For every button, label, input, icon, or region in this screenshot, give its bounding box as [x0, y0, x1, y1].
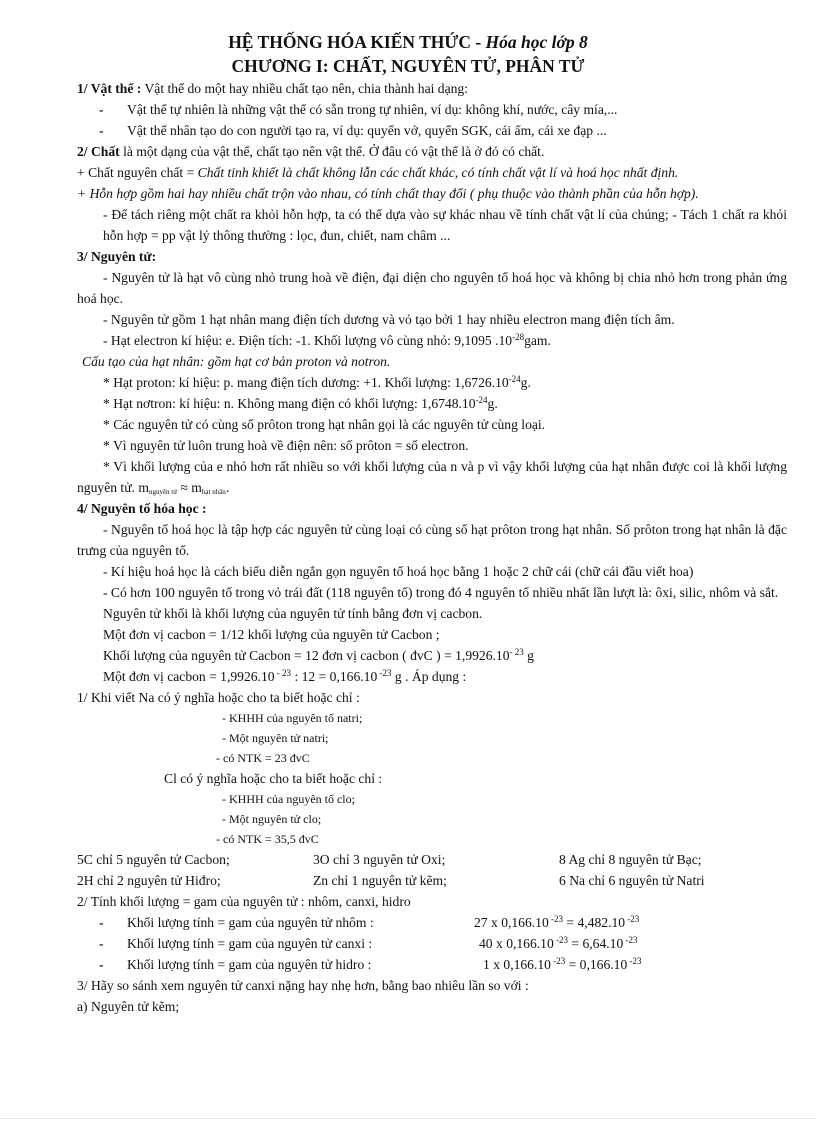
cl-meaning-2: - Một nguyên tử clo;: [222, 812, 322, 826]
bullet-dash: -: [99, 102, 104, 117]
unit-value-text: Một đơn vị cacbon = 1,9926.10: [103, 669, 275, 684]
proton-unit: g.: [520, 375, 531, 390]
mixture-paragraph: + Hỗn hợp gồm hai hay nhiều chất trộn vào nhau, có tính chất thay đổi ( phụ thuộc vào thành phần của hỗn hợp).: [77, 186, 699, 201]
mass-calc: 27 x 0,166.10: [474, 915, 549, 930]
na-meaning-1: - KHHH của nguyên tố natri;: [222, 711, 363, 725]
mass-exponent: -23: [553, 935, 569, 945]
mass-row-calcium: [77, 933, 787, 954]
element-definition: - Nguyên tố hoá học là tập hợp các nguyên tử cùng loại có cùng số hạt prôton trong hạt nhân. Số prôton trong hạt nhân là đặc trưng của nguyên tố.: [77, 522, 787, 558]
pure-substance-definition: Chất tinh khiết là chất không lẫn các chất khác, có tính chất vật lí và hoá học nhất định.: [197, 165, 679, 180]
bullet-text: Vật thể nhân tạo do con người tạo ra, ví dụ: quyển vở, quyển SGK, cái ấm, cái xe đạp ...: [127, 123, 607, 138]
section-1-title: 1/ Vật thể :: [77, 81, 142, 96]
separation-paragraph: [77, 204, 787, 246]
bullet-dash: -: [99, 123, 104, 138]
neutron-text: * Hạt nơtron: kí hiệu: n. Không mang điện có khối lượng: 1,6748.10: [103, 396, 476, 411]
mass-calc: 40 x 0,166.10: [479, 936, 554, 951]
bullet-text: Vật thể tự nhiên là những vật thể có sẵn trong tự nhiên, ví dụ: không khí, nước, cây mía,...: [127, 102, 618, 117]
mass-label: Khối lượng tính = gam của nguyên tử nhôm :: [127, 915, 374, 930]
bullet-artificial-object: [77, 120, 787, 141]
mass-approx-text: * Vì khối lượng của e nhỏ hơn rất nhiều so với khối lượng của n và p vì vậy khối lượng của hạt nhân được coi là khối lượng nguyên tử. m: [77, 459, 787, 495]
mass-result-exponent: -23: [625, 914, 640, 924]
example-1-heading: 1/ Khi viết Na có ý nghĩa hoặc cho ta biết hoặc chỉ :: [77, 690, 360, 705]
neutral-atom-line: * Vì nguyên tử luôn trung hoà về điện nên: số prôton = số electron.: [103, 438, 469, 453]
mass-label: Khối lượng tính = gam của nguyên tử hidro :: [127, 957, 372, 972]
mass-exponent: -23: [548, 914, 564, 924]
mass-row-aluminium: [77, 912, 787, 933]
separation-text: - Để tách riêng một chất ra khỏi hỗn hợp, ta có thể dựa vào sự khác nhau về tính chất vật lí của chúng; - Tách 1 chất ra khỏi hỗn hợp = pp vật lý thông thường : lọc, đun, chiết, nam châm ...: [103, 207, 787, 243]
section-2-text: là một dạng của vật thể, chất tạo nên vật thể. Ở đâu có vật thể là ở đó có chất.: [119, 144, 545, 159]
electron-exponent: -28: [512, 332, 525, 342]
mass-result-exponent: -23: [627, 956, 642, 966]
carbon-unit-line: Một đơn vị cacbon = 1/12 khối lượng của nguyên tử Cacbon ;: [103, 627, 440, 642]
section-4-heading: 4/ Nguyên tố hóa học :: [77, 501, 207, 516]
symbol-cell: 2H chỉ 2 nguyên tử Hiđro;: [77, 873, 221, 888]
title-subject: Hóa học lớp 8: [485, 32, 588, 52]
same-proton-line: * Các nguyên tử có cùng số prôton trong hạt nhân gọi là các nguyên tử cùng loại.: [103, 417, 546, 432]
nucleus-structure: Cấu tạo của hạt nhân: gồm hạt cơ bản proton và notron.: [82, 354, 391, 369]
atomic-mass-line: Nguyên tử khối là khối lượng của nguyên tử tính bằng đơn vị cacbon.: [103, 606, 483, 621]
symbol-cell: 5C chỉ 5 nguyên tử Cacbon;: [77, 852, 230, 867]
na-meaning-3: - có NTK = 23 đvC: [216, 751, 310, 765]
electron-text: - Hạt electron kí hiệu: e. Điện tích: -1. Khối lượng vô cùng nhỏ: 9,1095 .10: [103, 333, 513, 348]
subscript-atom: nguyên tử: [148, 488, 178, 496]
electron-line: [77, 330, 787, 351]
cl-heading: Cl có ý nghĩa hoặc cho ta biết hoặc chỉ :: [164, 771, 383, 786]
mass-result: = 4,482.10: [563, 915, 626, 930]
carbon-unit-value-line: [77, 666, 787, 687]
section-1-text: Vật thể do một hay nhiều chất tạo nên, chia thành hai dạng:: [141, 81, 468, 96]
chapter-title: CHƯƠNG I: CHẤT, NGUYÊN TỬ, PHÂN TỬ: [231, 56, 585, 76]
pure-substance-label: + Chất nguyên chất =: [77, 165, 198, 180]
sentence-end: .: [225, 480, 230, 495]
document-body: [77, 78, 787, 1017]
pure-substance-paragraph: [77, 162, 787, 183]
symbol-definition: - Kí hiệu hoá học là cách biểu diễn ngắn gọn nguyên tố hoá học bằng 1 hoặc 2 chữ cái (chữ cái đầu viết hoa): [103, 564, 694, 579]
mass-result: = 6,64.10: [568, 936, 624, 951]
mass-row-hydrogen: [77, 954, 787, 975]
neutron-exponent: -24: [475, 395, 488, 405]
unit-value-division: : 12 = 0,166.10: [291, 669, 378, 684]
section-2-heading: [77, 141, 787, 162]
mass-exponent: -23: [550, 956, 566, 966]
na-meaning-2: - Một nguyên tử natri;: [222, 731, 329, 745]
example-2-heading: 2/ Tính khối lượng = gam của nguyên tử : nhôm, canxi, hidro: [77, 894, 411, 909]
neutron-line: [77, 393, 787, 414]
neutron-unit: g.: [487, 396, 498, 411]
cl-meaning-1: - KHHH của nguyên tố clo;: [222, 792, 355, 806]
unit-value-exponent-1: - 23: [274, 668, 292, 678]
symbol-cell: 6 Na chỉ 6 nguyên tử Natri: [559, 873, 705, 888]
section-3-heading: 3/ Nguyên tử:: [77, 249, 157, 264]
example-3-heading: 3/ Hãy so sánh xem nguyên tử canxi nặng hay nhẹ hơn, bằng bao nhiêu lần so với :: [77, 978, 529, 993]
cl-meaning-3: - có NTK = 35,5 đvC: [216, 832, 319, 846]
mass-result-exponent: -23: [623, 935, 638, 945]
approx-sign: ≈ m: [177, 480, 202, 495]
symbol-cell: 8 Ag chỉ 8 nguyên tử Bạc;: [559, 852, 702, 867]
bullet-dash: -: [99, 936, 104, 951]
symbol-cell: Zn chỉ 1 nguyên tử kẽm;: [313, 873, 447, 888]
unit-value-exponent-2: -23: [377, 668, 392, 678]
page-bottom-edge: [0, 1118, 816, 1119]
symbol-cell: 3O chỉ 3 nguyên tử Oxi;: [313, 852, 446, 867]
carbon-mass-exponent: - 23: [509, 647, 524, 657]
bullet-dash: -: [99, 915, 104, 930]
carbon-mass-unit: g: [523, 648, 534, 663]
atom-definition: - Nguyên tử là hạt vô cùng nhỏ trung hoà về điện, đại diện cho nguyên tố hoá học và không bị chia nhỏ hơn trong phản ứng hoá học.: [77, 270, 787, 306]
carbon-mass-line: [77, 645, 787, 666]
atom-structure: - Nguyên tử gồm 1 hạt nhân mang điện tích dương và vỏ tạo bởi 1 hay nhiều electron mang điện tích âm.: [103, 312, 675, 327]
carbon-mass-text: Khối lượng của nguyên tử Cacbon = 12 đơn vị cacbon ( đvC ) = 1,9926.10: [103, 648, 510, 663]
symbol-row-2: [77, 870, 787, 891]
mass-approx-paragraph: [77, 456, 787, 498]
bullet-dash: -: [99, 957, 104, 972]
proton-line: [77, 372, 787, 393]
symbol-row-1: [77, 849, 787, 870]
proton-text: * Hạt proton: kí hiệu: p. mang điện tích dương: +1. Khối lượng: 1,6726.10: [103, 375, 509, 390]
mass-label: Khối lượng tính = gam của nguyên tử canxi :: [127, 936, 373, 951]
mass-result: = 0,166.10: [565, 957, 628, 972]
section-1-heading: [77, 78, 787, 99]
document-title: [0, 31, 816, 54]
mass-calc: 1 x 0,166.10: [483, 957, 551, 972]
subscript-nucleus: hạt nhân: [201, 488, 226, 496]
title-main: HỆ THỐNG HÓA KIẾN THỨC -: [228, 32, 486, 52]
earth-elements: - Có hơn 100 nguyên tố trong vỏ trái đất (118 nguyên tố) trong đó 4 nguyên tố nhiều nhất lần lượt là: ôxi, silic, nhôm và sắt.: [103, 585, 779, 600]
section-2-title: 2/ Chất: [77, 144, 120, 159]
electron-unit: gam.: [524, 333, 551, 348]
bullet-natural-object: [77, 99, 787, 120]
example-3-item-a: a) Nguyên tử kẽm;: [77, 999, 180, 1014]
proton-exponent: -24: [508, 374, 521, 384]
unit-value-end: g . Áp dụng :: [391, 669, 467, 684]
